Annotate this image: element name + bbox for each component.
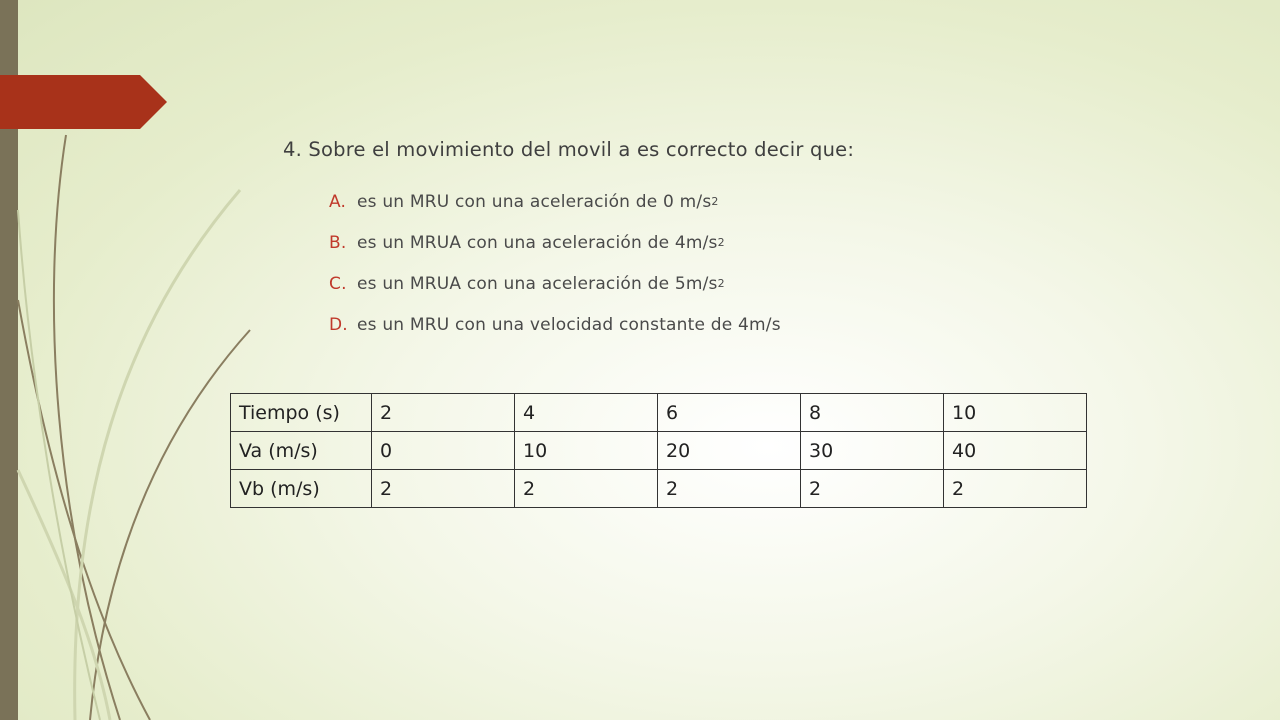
table-cell: 0 (372, 432, 515, 470)
table-cell: 4 (515, 394, 658, 432)
table-cell: 10 (944, 394, 1087, 432)
table-cell: 2 (658, 470, 801, 508)
question-text: 4. Sobre el movimiento del movil a es correcto decir que: (283, 138, 855, 161)
option-c: C. es un MRUA con una aceleración de 5m/s 2 (329, 273, 725, 294)
option-letter: B. (329, 232, 347, 253)
data-table (230, 393, 1087, 508)
table-cell: 20 (658, 432, 801, 470)
option-text: es un MRU con una velocidad constante de 4m/s (357, 314, 781, 335)
table-cell: 8 (801, 394, 944, 432)
option-letter: A. (329, 191, 347, 212)
table-cell: 40 (944, 432, 1087, 470)
option-letter: C. (329, 273, 347, 294)
table-cell: 30 (801, 432, 944, 470)
row-header: Va (m/s) (231, 432, 372, 470)
table-cell: 10 (515, 432, 658, 470)
accent-tab (0, 75, 170, 129)
option-a: A. es un MRU con una aceleración de 0 m/s 2 (329, 191, 719, 212)
option-b: B. es un MRUA con una aceleración de 4m/s 2 (329, 232, 725, 253)
row-header: Vb (m/s) (231, 470, 372, 508)
table-cell: 2 (372, 470, 515, 508)
row-header: Tiempo (s) (231, 394, 372, 432)
table-cell: 2 (515, 470, 658, 508)
table-cell: 2 (372, 394, 515, 432)
table-cell: 2 (801, 470, 944, 508)
option-text: es un MRUA con una aceleración de 5m/s (357, 273, 718, 294)
table-row (231, 470, 1087, 508)
option-letter: D. (329, 314, 348, 335)
option-text: es un MRU con una aceleración de 0 m/s (357, 191, 712, 212)
answer-options (329, 181, 781, 345)
table-row (231, 432, 1087, 470)
option-text: es un MRUA con una aceleración de 4m/s (357, 232, 718, 253)
option-d (329, 304, 781, 345)
table-cell: 6 (658, 394, 801, 432)
table-cell: 2 (944, 470, 1087, 508)
table-row (231, 394, 1087, 432)
